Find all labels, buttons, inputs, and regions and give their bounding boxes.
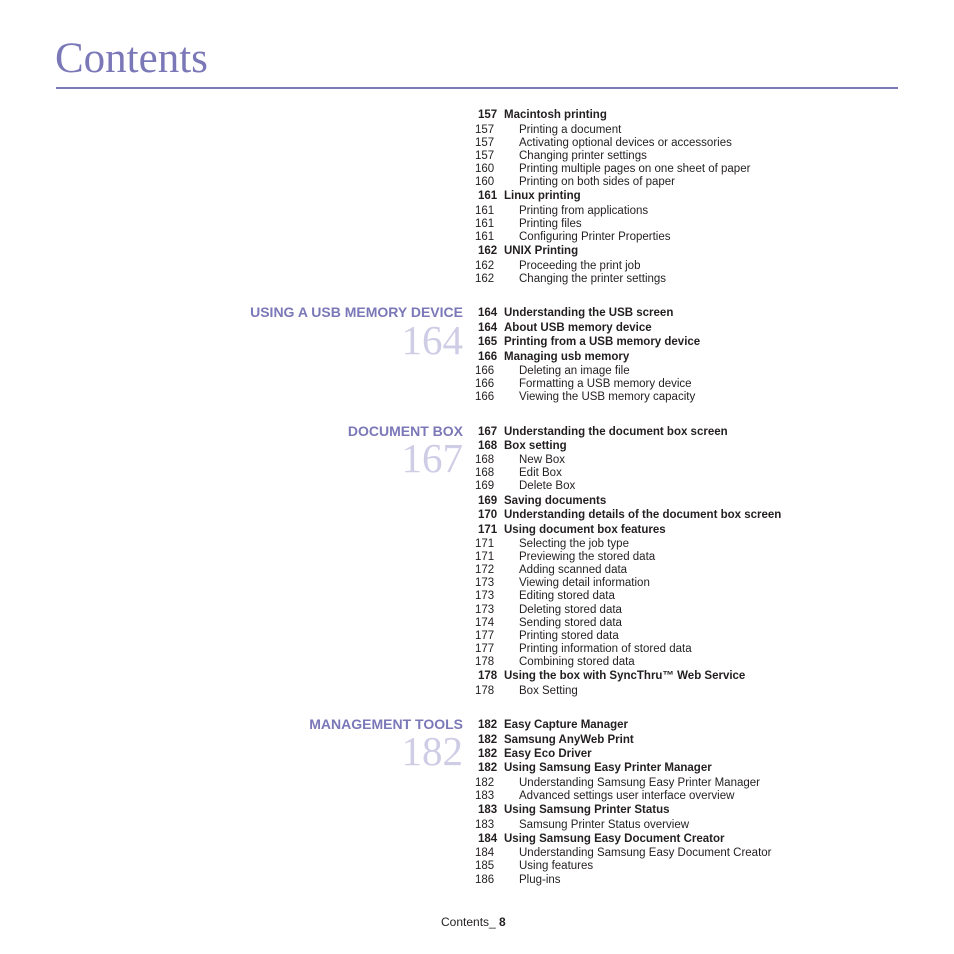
- toc-page-number: 162: [475, 260, 495, 272]
- toc-page-number: 157: [478, 109, 498, 121]
- section-title-usb-memory: USING A USB MEMORY DEVICE: [250, 304, 463, 320]
- toc-page-number: 160: [475, 176, 495, 188]
- toc-page-number: 168: [475, 454, 495, 466]
- page-title: Contents: [55, 35, 208, 82]
- section-title-management-tools: MANAGEMENT TOOLS: [309, 716, 463, 732]
- toc-page-number: 161: [475, 231, 495, 243]
- toc-page-number: 178: [478, 670, 498, 682]
- toc-page-number: 161: [475, 205, 495, 217]
- toc-page-number: 157: [475, 124, 495, 136]
- toc-page-number: 166: [475, 378, 495, 390]
- toc-page-number: 168: [478, 440, 498, 452]
- toc-page-number: 171: [475, 551, 495, 563]
- toc-entry-text: Printing information of stored data: [519, 643, 692, 655]
- toc-page-number: 169: [478, 495, 498, 507]
- toc-page-number: 161: [475, 218, 495, 230]
- toc-page-number: 177: [475, 643, 495, 655]
- toc-page-number: 169: [475, 480, 495, 492]
- toc-page-number: 185: [475, 860, 495, 872]
- toc-page-number: 178: [475, 685, 495, 697]
- toc-entry-text: Viewing the USB memory capacity: [519, 391, 696, 403]
- toc-page-number: 157: [475, 137, 495, 149]
- toc-entry-text: Plug-ins: [519, 874, 561, 886]
- toc-page-number: 182: [478, 734, 498, 746]
- footer-page-number: 8: [499, 915, 506, 929]
- toc-page-number: 184: [475, 847, 495, 859]
- toc-entry-text: Easy Eco Driver: [504, 748, 592, 760]
- section-title-document-box: DOCUMENT BOX: [347, 423, 463, 439]
- toc-page-number: 165: [478, 336, 498, 348]
- toc-page-number: 171: [478, 524, 498, 536]
- toc-page-number: 173: [475, 604, 495, 616]
- toc-entry-text: About USB memory device: [504, 322, 652, 334]
- toc-entry-text: Understanding Samsung Easy Document Creator: [519, 847, 772, 859]
- toc-page-number: 166: [478, 351, 498, 363]
- toc-entry-text: Box Setting: [519, 685, 578, 697]
- toc-entry-text: Linux printing: [504, 190, 581, 202]
- toc-page-number: 162: [475, 273, 495, 285]
- toc-page-number: 184: [478, 833, 498, 845]
- toc-entry-text: Deleting stored data: [519, 604, 622, 616]
- toc-entry-text: Printing a document: [519, 124, 622, 136]
- toc-entry-text: Sending stored data: [519, 617, 622, 629]
- page-footer: [441, 915, 506, 929]
- toc-entry-text: Saving documents: [504, 495, 607, 507]
- footer-label: Contents_: [441, 915, 496, 929]
- toc-entry-text: Activating optional devices or accessories: [519, 137, 732, 149]
- toc-page-number: 177: [475, 630, 495, 642]
- toc-page-number: 162: [478, 245, 498, 257]
- toc-entry-text: Printing files: [519, 218, 582, 230]
- toc-page-number: 168: [475, 467, 495, 479]
- toc-entry-text: Using document box features: [504, 524, 666, 536]
- toc-page-number: 178: [475, 656, 495, 668]
- toc-entry-text: Previewing the stored data: [519, 551, 656, 563]
- toc-page-number: 173: [475, 577, 495, 589]
- toc-entry-text: Combining stored data: [519, 656, 635, 668]
- toc-entry-text: Samsung AnyWeb Print: [504, 734, 634, 746]
- toc-entry-text: Using the box with SyncThru™ Web Service: [504, 670, 746, 682]
- toc-page-number: 164: [478, 307, 498, 319]
- toc-page-number: 166: [475, 365, 495, 377]
- toc-entry-text: Changing the printer settings: [519, 273, 667, 285]
- toc-entry-text: Formatting a USB memory device: [519, 378, 692, 390]
- toc-page-number: 173: [475, 590, 495, 602]
- toc-entry-text: Configuring Printer Properties: [519, 231, 671, 243]
- toc-page-number: 183: [475, 790, 495, 802]
- toc-page-number: 182: [478, 719, 498, 731]
- toc-page-number: 171: [475, 538, 495, 550]
- toc-page-number: 170: [478, 509, 498, 521]
- toc-entry-text: Understanding the USB screen: [504, 307, 674, 319]
- toc-entry-text: Delete Box: [519, 480, 576, 492]
- toc-entry-text: Managing usb memory: [504, 351, 630, 363]
- toc-entry-text: Printing multiple pages on one sheet of paper: [519, 163, 751, 175]
- toc-entry-text: Printing from applications: [519, 205, 649, 217]
- toc-entry-text: Using Samsung Easy Printer Manager: [504, 762, 712, 774]
- toc-page-number: 164: [478, 322, 498, 334]
- toc-entry-text: Easy Capture Manager: [504, 719, 628, 731]
- toc-page-number: 182: [478, 762, 498, 774]
- toc-entry-text: Printing stored data: [519, 630, 619, 642]
- toc-entry-text: Samsung Printer Status overview: [519, 819, 690, 831]
- section-page-number-usb-memory: 164: [401, 317, 463, 363]
- toc-entry-text: Edit Box: [519, 467, 562, 479]
- toc-entry-text: Printing from a USB memory device: [504, 336, 701, 348]
- toc-entry-text: Box setting: [504, 440, 567, 452]
- toc-page-number: 167: [478, 426, 498, 438]
- toc-page-number: 166: [475, 391, 495, 403]
- toc-entry-text: Editing stored data: [519, 590, 615, 602]
- section-page-number-document-box: 167: [401, 435, 463, 481]
- toc-entry-text: Viewing detail information: [519, 577, 650, 589]
- toc-entry-text: Selecting the job type: [519, 538, 629, 550]
- toc-entry-text: Understanding details of the document box screen: [504, 509, 782, 521]
- toc-page-number: 182: [475, 777, 495, 789]
- toc-entry-text: Proceeding the print job: [519, 260, 641, 272]
- toc-entry-text: Using Samsung Printer Status: [504, 804, 670, 816]
- toc-entry-text: Adding scanned data: [519, 564, 628, 576]
- toc-page-number: 183: [478, 804, 498, 816]
- toc-entry-text: Deleting an image file: [519, 365, 630, 377]
- toc-entry-text: Macintosh printing: [504, 109, 607, 121]
- toc-entry-text: UNIX Printing: [504, 245, 579, 257]
- toc-entry-text: Understanding Samsung Easy Printer Manager: [519, 777, 760, 789]
- title-divider: [56, 87, 898, 89]
- section-page-number-management-tools: 182: [401, 728, 463, 774]
- toc-entry-text: Advanced settings user interface overview: [519, 790, 735, 802]
- toc-page-number: 182: [478, 748, 498, 760]
- toc-page-number: 161: [478, 190, 498, 202]
- toc-entry-text: Changing printer settings: [519, 150, 647, 162]
- toc-page-number: 172: [475, 564, 495, 576]
- toc-page-number: 157: [475, 150, 495, 162]
- toc-entry-text: Using Samsung Easy Document Creator: [504, 833, 725, 845]
- toc-page-number: 183: [475, 819, 495, 831]
- toc-entry-text: Printing on both sides of paper: [519, 176, 675, 188]
- toc-page-number: 160: [475, 163, 495, 175]
- toc-entry-text: Understanding the document box screen: [504, 426, 728, 438]
- toc-entry-text: Using features: [519, 860, 594, 872]
- toc-entry-text: New Box: [519, 454, 566, 466]
- toc-page-number: 186: [475, 874, 495, 886]
- toc-page-number: 174: [475, 617, 495, 629]
